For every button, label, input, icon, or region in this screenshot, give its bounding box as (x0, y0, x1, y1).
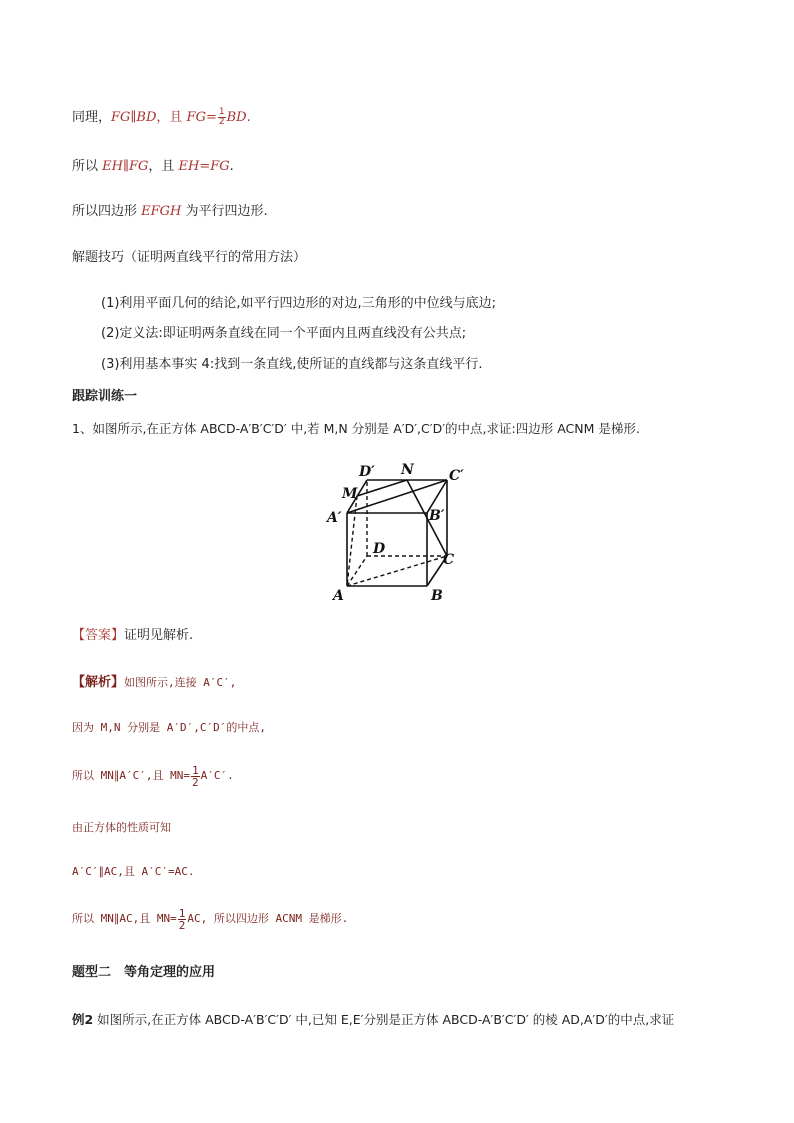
proof-line-3-expr: EFGH (141, 204, 182, 219)
proof-line-1-expr2b: BD (226, 110, 247, 125)
fraction-numerator: 1 (191, 763, 199, 777)
example-text: 如图所示,在正方体 ABCD-A′B′C′D′ 中,已知 E,E′分别是正方体 ABCD-A′B′C′D′ 的棱 AD,A′D′的中点,求证 (93, 1012, 675, 1027)
analysis-line-3 (72, 764, 234, 788)
proof-line-1-end: . (246, 110, 251, 125)
analysis-line-6 (72, 907, 348, 931)
practice-problem: 1、如图所示,在正方体 ABCD-A′B′C′D′ 中,若 M,N 分别是 A′D′,C′D′的中点,求证:四边形 ACNM 是梯形. (72, 421, 640, 436)
proof-line-3-suffix: 为平行四边形. (181, 204, 268, 219)
proof-line-2-end: . (229, 159, 234, 174)
label-b: B (431, 588, 443, 604)
proof-line-3-prefix: 所以四边形 (72, 204, 142, 219)
proof-line-1-mid: ，且 (156, 110, 187, 125)
fraction-numerator: 1 (178, 906, 186, 920)
proof-line-2 (72, 158, 234, 176)
example-label: 例2 (72, 1012, 94, 1027)
label-n: N (401, 462, 414, 478)
answer-text: 证明见解析. (124, 628, 194, 643)
proof-line-2-prefix: 所以 (72, 159, 103, 174)
label-c-prime: C′ (449, 468, 464, 484)
practice-heading: 跟踪训练一 (72, 389, 138, 404)
answer-tag: 【答案】 (72, 628, 125, 643)
analysis-tag: 【解析】 (72, 675, 125, 690)
proof-line-2-expr1: EH∥FG (102, 159, 149, 174)
analysis-line-3-b: A′C′. (200, 769, 234, 782)
label-m: M (342, 486, 358, 502)
analysis-line-5: A′C′∥AC,且 A′C′=AC. (72, 865, 195, 878)
proof-line-2-mid: ，且 (148, 159, 179, 174)
analysis-line-1-text: 如图所示,连接 A′C′, (124, 676, 237, 689)
tips-heading: 解题技巧（证明两直线平行的常用方法） (72, 250, 307, 265)
proof-line-3 (72, 203, 268, 221)
analysis-line-3-a: 所以 MN∥A′C′,且 MN= (72, 769, 190, 782)
analysis-line-3-fraction (191, 765, 200, 788)
section-heading: 题型二 等角定理的应用 (72, 965, 216, 980)
label-d: D (373, 541, 386, 557)
analysis-line-4: 由正方体的性质可知 (72, 821, 171, 834)
label-a-prime: A′ (327, 510, 342, 526)
fraction-denominator: 2 (191, 775, 199, 789)
analysis-line-6-b: AC, 所以四边形 ACNM 是梯形. (187, 912, 349, 925)
proof-line-2-expr2: EH=FG (178, 159, 230, 174)
analysis-line-2: 因为 M,N 分别是 A′D′,C′D′的中点, (72, 721, 266, 734)
answer-line (72, 627, 193, 645)
analysis-line-1 (72, 674, 236, 692)
tips-item-1: (1)利用平面几何的结论,如平行四边形的对边,三角形的中位线与底边; (101, 296, 497, 311)
label-c: C (443, 552, 455, 568)
fraction-numerator: 1 (218, 107, 225, 117)
segment-mn (357, 480, 407, 496)
proof-line-1-expr2a: FG= (186, 110, 217, 125)
proof-line-1-expr1: FG∥BD (111, 110, 157, 125)
tips-item-3: (3)利用基本事实 4:找到一条直线,使所证的直线都与这条直线平行. (101, 357, 483, 372)
proof-line-1-prefix: 同理， (72, 110, 112, 125)
tips-item-2: (2)定义法:即证明两条直线在同一个平面内且两直线没有公共点; (101, 326, 467, 341)
proof-line-1 (72, 108, 251, 127)
analysis-line-6-a: 所以 MN∥AC,且 MN= (72, 912, 177, 925)
fraction-denominator: 2 (178, 918, 186, 932)
cube-figure (325, 458, 485, 608)
analysis-line-6-fraction (178, 908, 187, 931)
proof-line-1-fraction (218, 108, 226, 127)
fraction-denominator: 2 (218, 117, 225, 127)
label-d-prime: D′ (359, 464, 375, 480)
segment-ac-hidden (347, 556, 447, 586)
label-a: A (333, 588, 344, 604)
example-line (72, 1011, 674, 1029)
label-b-prime: B′ (429, 508, 445, 524)
